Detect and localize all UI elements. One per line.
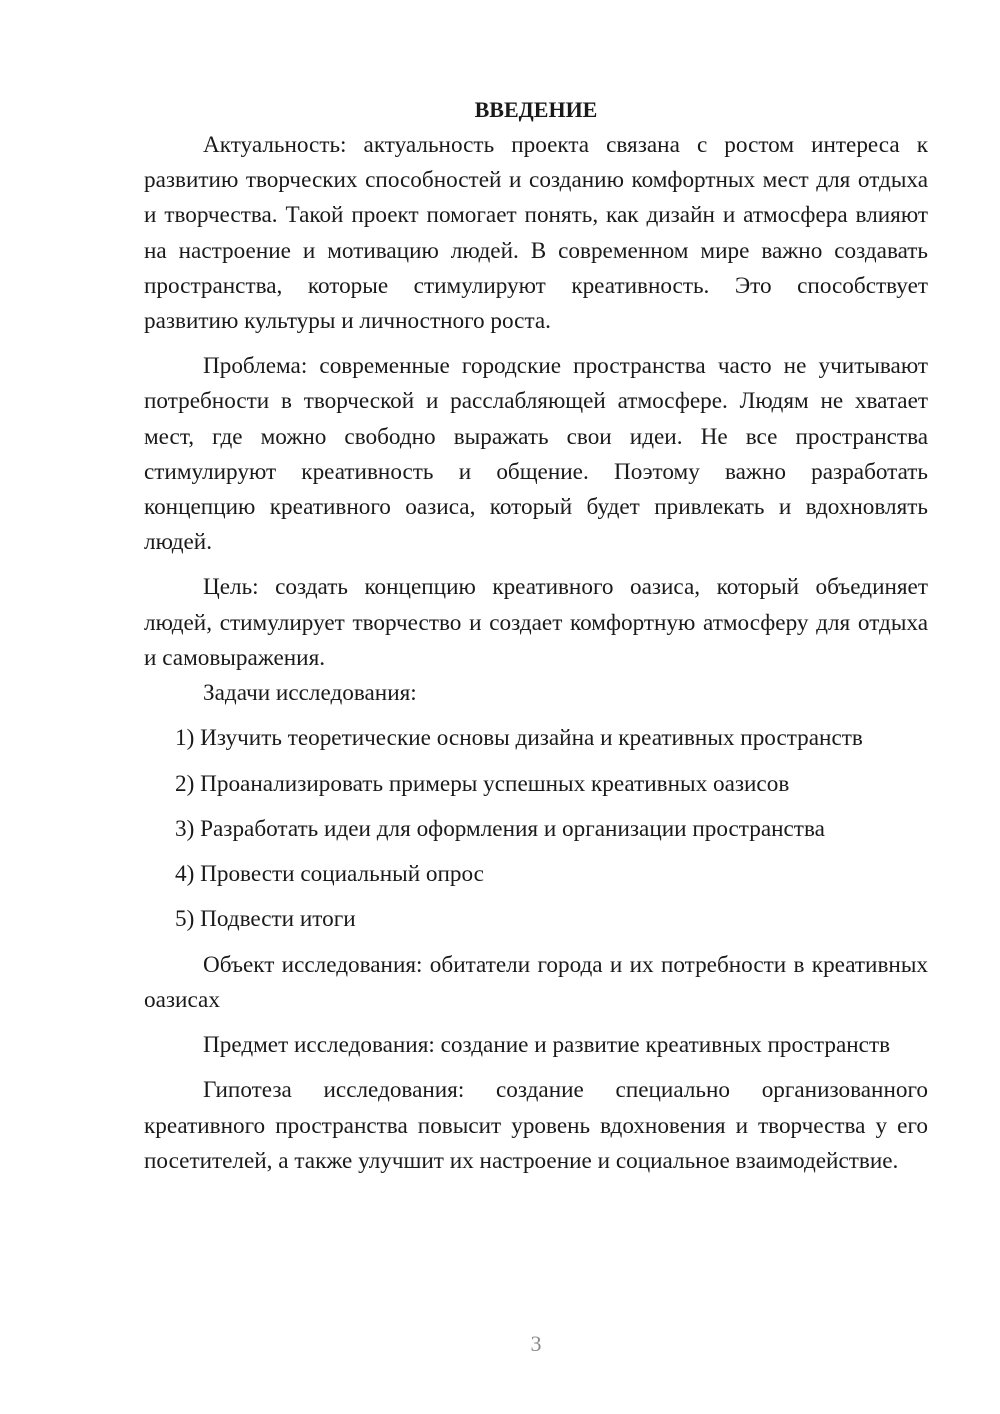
task-item-1: 1) Изучить теоретические основы дизайна и креативных пространств <box>175 725 863 752</box>
relevance-paragraph: Актуальность: актуальность проекта связана с ростом интереса к развитию творческих способностей и созданию комфортных мест для отдыха и творчества. Такой проект помогает понять, как дизайн и атмосфера влияют на настроение и мотивацию людей. В современном мире важно создавать пространства, которые стимулируют креативность. Это способствует развитию культуры и личностного роста. <box>144 132 928 335</box>
hypothesis-paragraph: Гипотеза исследования: создание специально организованного креативного пространства повысит уровень вдохновения и творчества у его посетителей, а также улучшит их настроение и социальное взаимодействие. <box>144 1077 928 1174</box>
goal-paragraph: Цель: создать концепцию креативного оазиса, который объединяет людей, стимулирует творчество и создает комфортную атмосферу для отдыха и самовыражения. <box>144 574 928 671</box>
tasks-heading: Задачи исследования: <box>203 680 417 707</box>
object-paragraph: Объект исследования: обитатели города и их потребности в креативных оазисах <box>144 951 928 1013</box>
page-number: 3 <box>530 1331 542 1356</box>
task-item-2: 2) Проанализировать примеры успешных креативных оазисов <box>175 770 790 797</box>
problem-paragraph: Проблема: современные городские пространства часто не учитывают потребности в творческой и расслабляющей атмосфере. Людям не хватает мест, где можно свободно выражать свои идеи. Не все пространства стимулируют креативность и общение. Поэтому важно разработать концепцию креативного оазиса, который будет привлекать и вдохновлять людей. <box>144 353 928 556</box>
task-item-3: 3) Разработать идеи для оформления и организации пространства <box>175 815 825 842</box>
subject-paragraph: Предмет исследования: создание и развитие креативных пространств <box>203 1032 891 1059</box>
task-item-5: 5) Подвести итоги <box>175 906 356 933</box>
task-item-4: 4) Провести социальный опрос <box>175 861 484 888</box>
tasks-list <box>144 721 928 947</box>
page-title: ВВЕДЕНИЕ <box>474 97 598 122</box>
document-page <box>144 92 928 1179</box>
